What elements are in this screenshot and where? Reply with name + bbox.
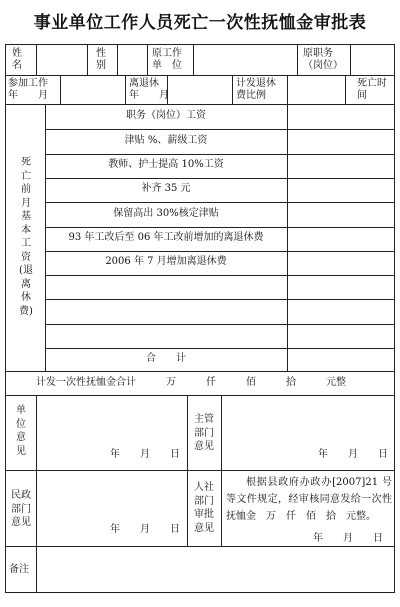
salary-item: 2006 年 7 月增加离退休费 [105, 256, 227, 267]
col-line [36, 44, 37, 76]
civil-affairs-opinion-date: 年 月 日 [110, 524, 180, 535]
row-line [45, 324, 395, 325]
unit-opinion-date: 年 月 日 [110, 449, 180, 460]
col-line [297, 44, 298, 76]
row-line [5, 546, 395, 547]
col-line [232, 75, 233, 105]
monthly-salary-label: 死 亡 前 月 基 本 工 资 (退 离 休 费) [19, 157, 33, 317]
row-line [45, 202, 395, 203]
col-line [350, 44, 351, 76]
col-line [221, 395, 222, 547]
border-top [5, 44, 395, 45]
row-line [45, 251, 395, 252]
unit-opinion-label: 单 位 意 见 [16, 405, 26, 457]
row-line [5, 395, 395, 396]
row-line [45, 178, 395, 179]
row-line [5, 371, 395, 372]
total-label: 合 计 [146, 353, 186, 364]
pension-ratio-label: 计发退休 费比例 [236, 78, 276, 101]
join-work-label: 参加工作 年 月 [8, 78, 48, 101]
row-line [45, 129, 395, 130]
border-right [394, 44, 395, 593]
col-line [147, 44, 148, 76]
row-line [5, 470, 395, 471]
supervisor-opinion-date: 年 月 日 [318, 449, 388, 460]
col-line [287, 104, 288, 372]
salary-item: 93 年工改后至 06 年工改前增加的离退休费 [68, 232, 264, 243]
col-line [125, 75, 126, 105]
col-line [117, 44, 118, 76]
civil-affairs-opinion-label: 民政 部门 意见 [11, 490, 31, 528]
border-bottom [5, 592, 395, 593]
col-line [345, 75, 346, 105]
col-line [36, 546, 37, 593]
grand-total-label: 计发一次性抚恤金合计 万 仟 佰 拾 元整 [36, 377, 346, 388]
salary-item: 津贴 %、薪级工资 [124, 135, 208, 146]
row-line [45, 299, 395, 300]
salary-item: 职务（岗位）工资 [126, 110, 206, 121]
retire-label: 离退休 年 月 [129, 78, 169, 101]
row-line [45, 227, 395, 228]
col-line [87, 44, 88, 76]
remarks-label: 备注 [9, 564, 29, 575]
row-line [5, 75, 395, 76]
hr-approval-label: 人社 部门 审批 意见 [194, 482, 214, 534]
original-post-label: 原职务 （岗位） [303, 48, 343, 71]
salary-item: 教师、护士提高 10%工资 [108, 159, 224, 170]
form-title: 事业单位工作人员死亡一次性抚恤金审批表 [33, 13, 367, 33]
hr-approval-date: 年 月 日 [313, 533, 383, 544]
hr-approval-text: 根据县政府办政办[2007]21 号等文件规定，经审核同意发给一次性抚恤金 万 仟 佰 拾 元整。 [226, 477, 392, 522]
row-line [45, 348, 395, 349]
row-line [45, 275, 395, 276]
col-line [187, 395, 188, 547]
salary-item: 补齐 35 元 [141, 183, 191, 194]
death-time-label: 死亡时 间 [357, 78, 387, 101]
row-line [45, 154, 395, 155]
supervisor-opinion-label: 主管 部门 意见 [194, 414, 214, 452]
col-line [36, 395, 37, 547]
original-unit-label: 原工作 单 位 [152, 48, 182, 71]
name-label: 姓 名 [12, 48, 22, 71]
salary-item: 保留高出 30%核定津贴 [113, 208, 219, 219]
row-line [5, 104, 395, 105]
gender-label: 性 别 [96, 48, 106, 71]
